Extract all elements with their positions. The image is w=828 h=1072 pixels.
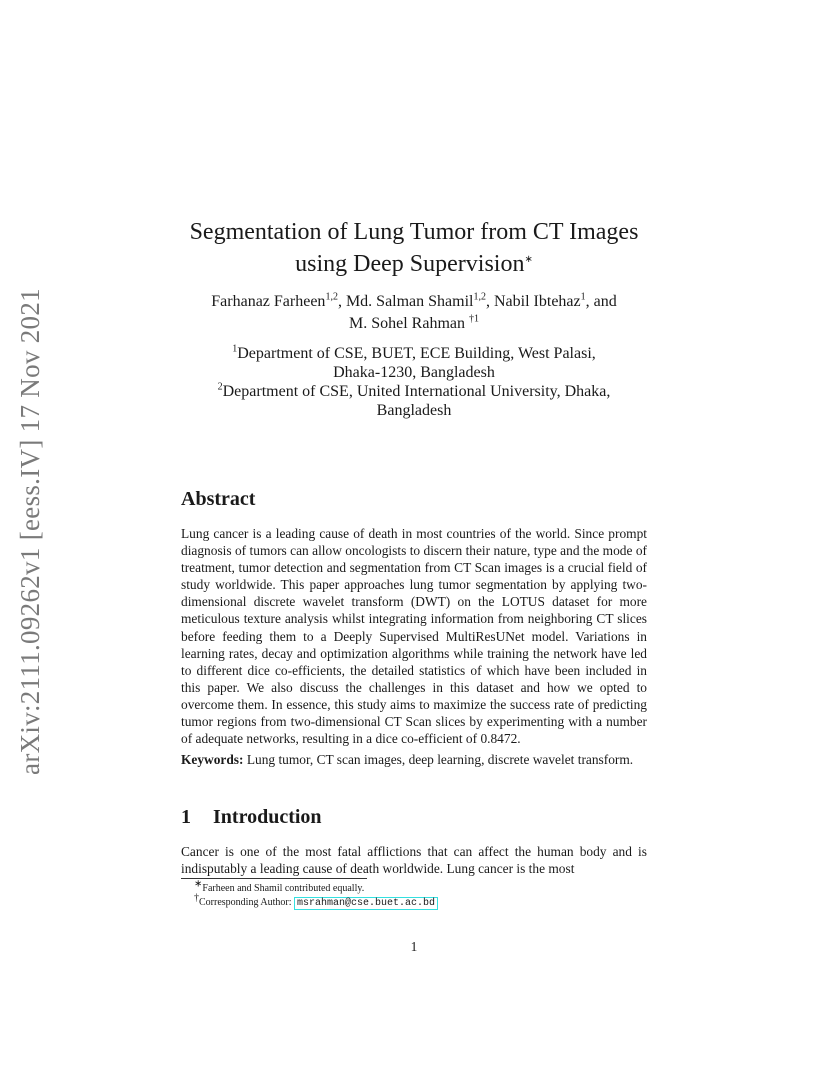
affiliation-1-cont: Dhaka-1230, Bangladesh — [333, 364, 495, 381]
arxiv-side-stamp — [15, 286, 45, 776]
arxiv-identifier: arXiv:2111.09262v1 [eess.IV] 17 Nov 2021 — [14, 287, 45, 775]
title-line-1: Segmentation of Lung Tumor from CT Images — [189, 219, 639, 245]
affiliations — [150, 344, 678, 420]
author-line-2: M. Sohel Rahman $^{\dagger 1}$ — [349, 313, 479, 332]
author-list — [150, 291, 678, 335]
section-title: Introduction — [213, 806, 322, 828]
affiliation-1: $^1$Department of CSE, BUET, ECE Building, West Palasi, — [232, 343, 596, 362]
footnote-1: ∗Farheen and Shamil contributed equally. — [194, 878, 365, 894]
affiliation-2-cont: Bangladesh — [376, 402, 452, 419]
introduction-text: Cancer is one of the most fatal afflictions that can affect the human body and is indisputably a leading cause of death worldwide. Lung cancer is the most — [181, 844, 647, 877]
keywords — [181, 751, 647, 768]
keywords-list: Lung tumor, CT scan images, deep learning, discrete wavelet transform. — [243, 752, 634, 767]
corresponding-email-link[interactable]: msrahman@cse.buet.ac.bd — [294, 897, 438, 910]
keywords-label: Keywords: — [181, 752, 244, 767]
footnote-2: †Corresponding Author: msrahman@cse.buet.ac.bd — [194, 896, 438, 911]
introduction-heading — [181, 806, 322, 829]
title-line-2: using Deep Supervision∗ — [295, 251, 533, 277]
abstract-heading: Abstract — [181, 488, 256, 510]
affiliation-2: $^2$Department of CSE, United International University, Dhaka, — [217, 381, 611, 400]
footnotes — [194, 878, 438, 911]
page-number: 1 — [410, 939, 418, 954]
footnote-rule — [181, 878, 367, 879]
section-number: 1 — [181, 806, 191, 828]
author-line-1: Farhanaz Farheen$^{1,2}$, Md. Salman Shamil$^{1,2}$, Nabil Ibtehaz$^1$, and — [211, 291, 617, 310]
abstract-text: Lung cancer is a leading cause of death in most countries of the world. Since prompt diagnosis of tumors can allow oncologists to discern their nature, type and the mode of treatment, tumor detection and segmentation from CT Scan images is a crucial field of study worldwide. This paper approaches lung tumor segmentation by applying two-dimensional discrete wavelet transform (DWT) on the LOTUS dataset for more meticulous texture analysis whilst integrating information from neighboring CT slices before feeding them to a Deeply Supervised MultiResUNet model. Variations in learning rates, decay and optimization algorithms while training the network have led to different dice co-efficients, the detailed statistics of which have been included in this paper. We also discuss the challenges in this dataset and how we opted to overcome them. In essence, this study aims to maximize the success rate of predicting tumor regions from two-dimensional CT Scan slices by experimenting with a number of adequate networks, resulting in a dice co-efficient of 0.8472. — [181, 526, 647, 747]
paper-title — [150, 216, 678, 280]
title-footnote-mark: ∗ — [524, 254, 533, 265]
